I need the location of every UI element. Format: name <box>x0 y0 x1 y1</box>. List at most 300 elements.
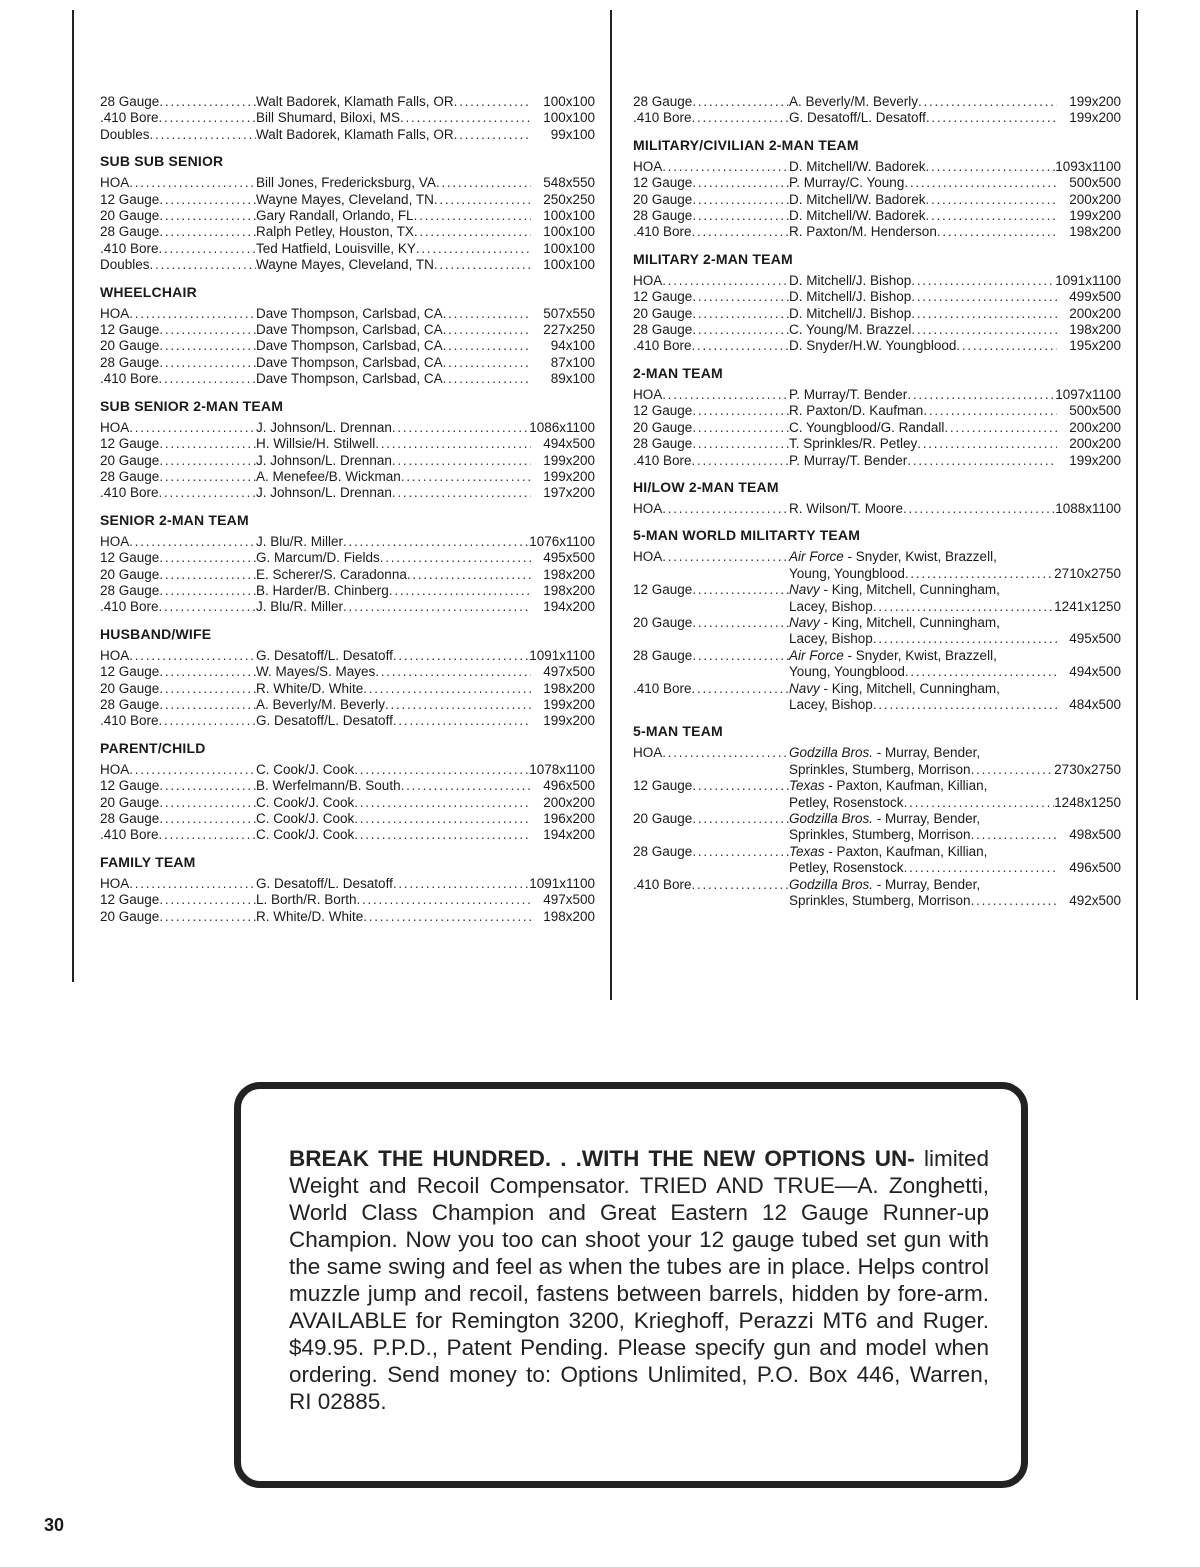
category-label: 28 Gauge <box>100 468 160 484</box>
result-row <box>633 192 1121 208</box>
winner-text: G. Desatoff/L. Desatoff <box>256 647 393 663</box>
winner-text: Wayne Mayes, Cleveland, TN <box>256 191 434 207</box>
dot-leader <box>159 192 256 208</box>
winner-name <box>789 778 987 794</box>
winner-name <box>789 110 926 126</box>
winner-text: C. Cook/J. Cook <box>256 827 355 843</box>
right-results-column <box>633 94 1121 909</box>
winner-text: G. Marcum/D. Fields <box>256 550 380 566</box>
winner-name <box>256 94 454 110</box>
winner-text: A. Beverly/M. Beverly <box>256 696 386 712</box>
result-row <box>100 257 595 273</box>
dot-leader <box>443 322 531 338</box>
winner-text: H. Willsie/H. Stilwell <box>256 436 376 452</box>
result-row-continued <box>633 697 1121 713</box>
dot-leader <box>873 599 1054 615</box>
left-results-column <box>100 94 595 925</box>
winner-text: C. Cook/J. Cook <box>256 761 355 777</box>
dot-leader <box>159 322 256 338</box>
results-section <box>633 527 1121 713</box>
category-label: 28 Gauge <box>633 322 693 338</box>
winner-name <box>256 795 354 811</box>
winner-name <box>256 697 385 713</box>
category-label: HOA <box>633 500 663 516</box>
dot-leader <box>904 795 1055 811</box>
category-cell <box>100 648 256 664</box>
score-value: 199x200 <box>1069 452 1121 468</box>
team-members: - King, Mitchell, Cunningham, <box>819 614 1000 630</box>
dot-leader <box>354 827 531 843</box>
result-row <box>633 403 1121 419</box>
result-row <box>100 599 595 615</box>
category-cell <box>100 567 256 583</box>
dot-leader <box>692 289 789 305</box>
score-value: 496x500 <box>1069 860 1121 876</box>
dot-leader <box>692 224 789 240</box>
dot-leader <box>401 469 531 485</box>
result-row-continued <box>633 631 1121 647</box>
results-section <box>100 284 595 388</box>
winner-text: T. Sprinkles/R. Petley <box>789 436 918 452</box>
score-value: 250x250 <box>543 191 595 207</box>
winner-name <box>256 192 434 208</box>
winner-text: Dave Thompson, Carlsbad, CA <box>256 371 443 387</box>
dot-leader <box>159 909 256 925</box>
category-label: 28 Gauge <box>633 843 693 859</box>
dot-leader <box>392 453 531 469</box>
dot-leader <box>903 501 1055 517</box>
winner-text: J. Johnson/L. Drennan <box>256 485 392 501</box>
team-members: - Paxton, Kaufman, Killian, <box>824 843 988 859</box>
category-cell <box>633 192 789 208</box>
dot-leader <box>393 876 529 892</box>
dot-leader <box>873 697 1057 713</box>
dot-leader <box>692 208 789 224</box>
dot-leader <box>911 322 1057 338</box>
dot-leader <box>159 795 256 811</box>
category-cell <box>633 420 789 436</box>
winner-name <box>256 224 414 240</box>
winner-text: P. Murray/C. Young <box>789 175 905 191</box>
winner-name <box>789 615 1000 631</box>
page-number: 30 <box>44 1515 65 1535</box>
category-cell <box>100 338 256 354</box>
category-label: HOA <box>633 272 663 288</box>
category-label: HOA <box>100 875 130 891</box>
dot-leader <box>159 664 256 680</box>
category-label: HOA <box>633 386 663 402</box>
dot-leader <box>926 208 1057 224</box>
score-value: 548x550 <box>543 175 595 191</box>
result-row-continued <box>633 566 1121 582</box>
dot-leader <box>392 485 531 501</box>
category-label: .410 Bore <box>633 452 692 468</box>
score-value: 1086x1100 <box>529 419 595 435</box>
category-cell <box>100 795 256 811</box>
result-row <box>100 110 595 126</box>
score-value: 1078x1100 <box>529 761 595 777</box>
dot-leader <box>443 306 531 322</box>
section-heading: SUB SUB SENIOR <box>100 153 224 170</box>
category-label: 28 Gauge <box>100 696 160 712</box>
category-cell <box>633 844 789 860</box>
dot-leader <box>911 273 1055 289</box>
team-members: - Snyder, Kwist, Brazzell, <box>843 647 997 663</box>
winner-text: Gary Randall, Orlando, FL <box>256 208 414 224</box>
category-label: .410 Bore <box>100 485 159 501</box>
dot-leader <box>692 306 789 322</box>
dot-leader <box>380 550 531 566</box>
score-value: 1241x1250 <box>1054 598 1121 614</box>
winner-text: A. Beverly/M. Beverly <box>789 94 919 109</box>
section-heading: SUB SENIOR 2-MAN TEAM <box>100 397 284 414</box>
winner-name <box>256 648 393 664</box>
dot-leader <box>692 436 789 452</box>
team-members-line2: Lacey, Bishop <box>789 631 873 647</box>
dot-leader <box>357 892 531 908</box>
result-row <box>633 338 1121 354</box>
score-value: 199x200 <box>1069 110 1121 126</box>
category-cell <box>100 664 256 680</box>
dot-leader <box>662 159 789 175</box>
team-name: Navy <box>789 614 820 630</box>
winner-text: B. Werfelmann/B. South <box>256 778 401 794</box>
results-section <box>633 94 1121 127</box>
dot-leader <box>159 485 256 501</box>
dot-leader <box>692 420 789 436</box>
section-heading: SENIOR 2-MAN TEAM <box>100 511 249 528</box>
score-value: 198x200 <box>543 908 595 924</box>
category-label: .410 Bore <box>100 110 159 126</box>
winner-name <box>256 241 416 257</box>
dot-leader <box>363 681 531 697</box>
category-cell <box>100 469 256 485</box>
dot-leader <box>904 860 1057 876</box>
results-section <box>633 251 1121 355</box>
team-name: Godzilla Bros. <box>789 745 874 761</box>
category-label: .410 Bore <box>633 876 692 892</box>
result-row <box>100 241 595 257</box>
dot-leader <box>416 241 531 257</box>
category-cell <box>100 762 256 778</box>
category-label: Doubles <box>100 126 150 142</box>
winner-name <box>789 159 926 175</box>
category-cell <box>633 778 789 794</box>
team-members: - Murray, Bender, <box>873 876 981 892</box>
result-row <box>633 273 1121 289</box>
category-label: HOA <box>633 745 663 761</box>
score-value: 1091x1100 <box>1055 272 1121 288</box>
dot-leader <box>692 615 789 631</box>
category-cell <box>100 892 256 908</box>
section-heading: 5-MAN WORLD MILITARTY TEAM <box>633 527 861 544</box>
result-row <box>100 453 595 469</box>
score-value: 2730x2750 <box>1054 761 1121 777</box>
dot-leader <box>393 648 529 664</box>
score-value: 200x200 <box>543 794 595 810</box>
dot-leader <box>926 110 1057 126</box>
dot-leader <box>375 664 531 680</box>
winner-text: Dave Thompson, Carlsbad, CA <box>256 338 443 354</box>
dot-leader <box>159 827 256 843</box>
team-members: - King, Mitchell, Cunningham, <box>819 582 1000 598</box>
category-cell <box>100 599 256 615</box>
winner-name <box>789 224 937 240</box>
dot-leader <box>692 94 789 110</box>
score-value: 199x200 <box>543 696 595 712</box>
winner-text: C. Cook/J. Cook <box>256 811 355 826</box>
team-members-line2: Young, Youngblood <box>789 565 905 581</box>
category-cell <box>633 159 789 175</box>
result-row <box>100 713 595 729</box>
advertisement-box <box>234 1082 1028 1488</box>
category-cell <box>100 192 256 208</box>
dot-leader <box>454 94 531 110</box>
team-name: Godzilla Bros. <box>789 876 874 892</box>
left-column-rule <box>72 10 74 982</box>
dot-leader <box>443 371 531 387</box>
result-row <box>100 762 595 778</box>
category-label: 12 Gauge <box>100 664 160 680</box>
score-value: 494x500 <box>1069 664 1121 680</box>
winner-name <box>256 371 443 387</box>
dot-leader <box>905 566 1054 582</box>
winner-text: Walt Badorek, Klamath Falls, OR <box>256 126 454 142</box>
dot-leader <box>343 534 529 550</box>
dot-leader <box>414 208 531 224</box>
score-value: 94x100 <box>550 338 595 354</box>
category-cell <box>633 453 789 469</box>
team-members-line2: Petley, Rosenstock <box>789 860 904 876</box>
result-row-continued <box>633 762 1121 778</box>
category-label: HOA <box>633 549 663 565</box>
result-row <box>633 501 1121 517</box>
winner-name <box>256 338 443 354</box>
section-heading: MILITARY/CIVILIAN 2-MAN TEAM <box>633 136 859 153</box>
score-value: 198x200 <box>543 566 595 582</box>
dot-leader <box>159 681 256 697</box>
dot-leader <box>956 338 1057 354</box>
winner-name <box>256 583 389 599</box>
result-row <box>633 322 1121 338</box>
category-label: 12 Gauge <box>100 322 160 338</box>
winner-name <box>256 453 392 469</box>
team-members-line2: Sprinkles, Stumberg, Morrison <box>789 761 971 777</box>
winner-name <box>789 549 997 565</box>
results-section <box>100 153 595 273</box>
result-row <box>100 827 595 843</box>
category-label: 20 Gauge <box>100 908 160 924</box>
category-label: 28 Gauge <box>100 354 160 370</box>
winner-text: Wayne Mayes, Cleveland, TN <box>256 257 434 273</box>
winner-name <box>256 110 400 126</box>
dot-leader <box>159 469 256 485</box>
winner-name <box>256 762 354 778</box>
dot-leader <box>971 827 1057 843</box>
score-value: 199x200 <box>1069 208 1121 224</box>
winner-name <box>256 811 354 827</box>
result-row <box>633 648 1121 664</box>
result-row <box>633 582 1121 598</box>
center-column-rule <box>610 10 612 1000</box>
dot-leader <box>129 420 256 436</box>
team-name: Godzilla Bros. <box>789 811 874 826</box>
result-row-continued <box>633 664 1121 680</box>
team-members-line2: Sprinkles, Stumberg, Morrison <box>789 893 971 909</box>
team-members: - Murray, Bender, <box>873 745 981 761</box>
category-cell <box>633 289 789 305</box>
result-row <box>100 876 595 892</box>
winner-text: B. Harder/B. Chinberg <box>256 582 389 598</box>
score-value: 196x200 <box>543 811 595 826</box>
score-value: 1076x1100 <box>529 533 595 549</box>
section-heading: WHEELCHAIR <box>100 283 197 300</box>
category-cell <box>100 713 256 729</box>
winner-name <box>789 192 926 208</box>
winner-text: D. Snyder/H.W. Youngblood <box>789 338 957 354</box>
category-label: 20 Gauge <box>633 811 693 826</box>
dot-leader <box>159 371 256 387</box>
score-value: 199x200 <box>543 468 595 484</box>
category-label: 28 Gauge <box>633 436 693 452</box>
dot-leader <box>159 338 256 354</box>
score-value: 100x100 <box>543 208 595 224</box>
results-section <box>100 398 595 502</box>
winner-name <box>256 892 357 908</box>
result-row <box>100 338 595 354</box>
category-label: 20 Gauge <box>633 191 693 207</box>
winner-name <box>256 127 454 143</box>
section-heading: FAMILY TEAM <box>100 853 196 870</box>
team-name: Navy <box>789 582 820 598</box>
category-label: 12 Gauge <box>633 289 693 305</box>
category-cell <box>100 550 256 566</box>
results-section <box>100 740 595 844</box>
winner-name <box>789 811 980 827</box>
winner-text: P. Murray/T. Bender <box>789 386 908 402</box>
dot-leader <box>907 387 1055 403</box>
winner-name <box>789 745 980 761</box>
score-value: 494x500 <box>543 436 595 452</box>
dot-leader <box>692 582 789 598</box>
winner-text: C. Youngblood/G. Randall <box>789 419 945 435</box>
result-row <box>100 355 595 371</box>
winner-text: Bill Jones, Fredericksburg, VA <box>256 175 436 191</box>
winner-name <box>256 550 380 566</box>
result-row <box>633 420 1121 436</box>
category-cell <box>100 94 256 110</box>
result-row <box>633 745 1121 761</box>
result-row <box>100 192 595 208</box>
score-value: 200x200 <box>1069 419 1121 435</box>
dot-leader <box>159 224 256 240</box>
category-cell <box>633 387 789 403</box>
dot-leader <box>129 876 256 892</box>
dot-leader <box>944 420 1057 436</box>
dot-leader <box>159 453 256 469</box>
result-row-continued <box>633 599 1121 615</box>
category-label: 28 Gauge <box>100 811 160 826</box>
category-label: 20 Gauge <box>100 208 160 224</box>
winner-text: G. Desatoff/L. Desatoff <box>256 875 393 891</box>
result-row <box>100 778 595 794</box>
score-value: 484x500 <box>1069 696 1121 712</box>
category-cell <box>100 485 256 501</box>
results-section <box>100 626 595 730</box>
winner-text: E. Scherer/S. Caradonna <box>256 566 407 582</box>
winner-name <box>789 387 907 403</box>
category-cell <box>633 648 789 664</box>
result-row <box>633 453 1121 469</box>
result-row <box>633 811 1121 827</box>
category-label: 20 Gauge <box>100 680 160 696</box>
team-name: Texas <box>789 778 825 794</box>
category-label: .410 Bore <box>100 240 159 256</box>
dot-leader <box>436 175 531 191</box>
category-label: .410 Bore <box>633 338 692 354</box>
team-members: - Paxton, Kaufman, Killian, <box>824 778 988 794</box>
result-row-continued <box>633 893 1121 909</box>
result-row <box>100 436 595 452</box>
category-cell <box>633 208 789 224</box>
result-row-continued <box>633 795 1121 811</box>
dot-leader <box>159 110 256 126</box>
dot-leader <box>917 436 1057 452</box>
score-value: 497x500 <box>543 664 595 680</box>
result-row <box>633 289 1121 305</box>
winner-text: R. Wilson/T. Moore <box>789 500 904 516</box>
dot-leader <box>354 811 531 827</box>
category-label: HOA <box>633 158 663 174</box>
result-row <box>633 549 1121 565</box>
score-value: 198x200 <box>543 680 595 696</box>
dot-leader <box>692 403 789 419</box>
category-cell <box>633 306 789 322</box>
result-row <box>100 892 595 908</box>
dot-leader <box>159 811 256 827</box>
dot-leader <box>923 403 1057 419</box>
results-section <box>633 479 1121 517</box>
section-heading: MILITARY 2-MAN TEAM <box>633 250 793 267</box>
category-label: 28 Gauge <box>100 582 160 598</box>
dot-leader <box>911 289 1057 305</box>
category-cell <box>633 582 789 598</box>
category-cell <box>100 175 256 191</box>
dot-leader <box>354 795 531 811</box>
winner-name <box>789 453 907 469</box>
result-row <box>633 110 1121 126</box>
dot-leader <box>434 257 531 273</box>
winner-name <box>256 175 436 191</box>
winner-name <box>789 877 980 893</box>
category-label: HOA <box>100 419 130 435</box>
team-name: Air Force <box>789 549 844 565</box>
score-value: 1248x1250 <box>1054 794 1121 810</box>
dot-leader <box>129 762 256 778</box>
result-row <box>633 208 1121 224</box>
dot-leader <box>159 355 256 371</box>
dot-leader <box>443 355 531 371</box>
winner-name <box>256 681 363 697</box>
dot-leader <box>375 436 531 452</box>
dot-leader <box>343 599 531 615</box>
category-label: HOA <box>100 175 130 191</box>
score-value: 197x200 <box>543 485 595 501</box>
dot-leader <box>159 713 256 729</box>
score-value: 227x250 <box>543 322 595 338</box>
category-cell <box>633 681 789 697</box>
winner-name <box>256 306 443 322</box>
